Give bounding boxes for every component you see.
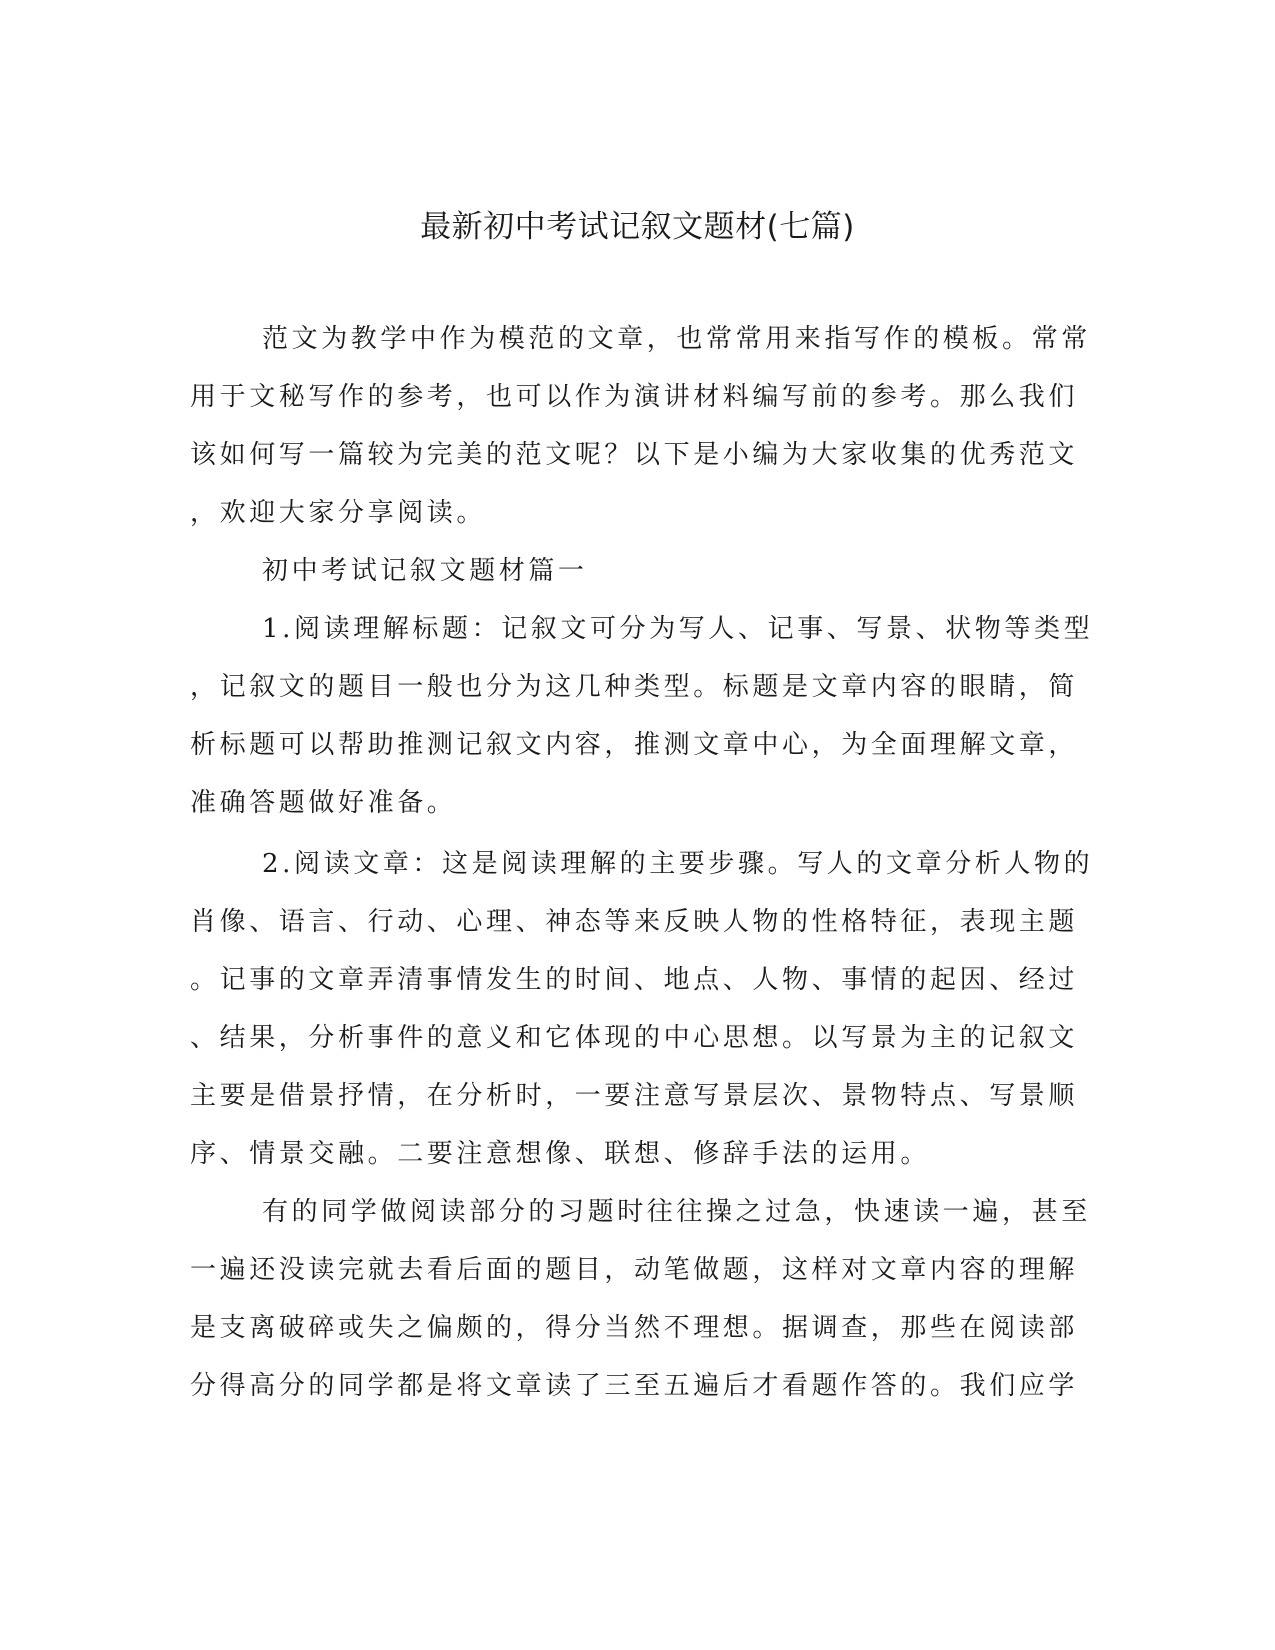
paragraph-line: 主要是借景抒情，在分析时，一要注意写景层次、景物特点、写景顺 — [190, 1081, 1079, 1111]
section-heading: 初中考试记叙文题材篇一 — [262, 556, 588, 586]
paragraph-line: 。记事的文章弄清事情发生的时间、地点、人物、事情的起因、经过 — [190, 965, 1079, 995]
paragraph-line: 2.阅读文章：这是阅读理解的主要步骤。写人的文章分析人物的 — [262, 849, 1094, 879]
paragraph-line: 准确答题做好准备。 — [190, 788, 457, 818]
paragraph-line: 析标题可以帮助推测记叙文内容，推测文章中心，为全面理解文章， — [190, 730, 1079, 760]
paragraph-line: 分得高分的同学都是将文章读了三至五遍后才看题作答的。我们应学 — [190, 1371, 1079, 1401]
paragraph-line: 有的同学做阅读部分的习题时往往操之过急，快速读一遍，甚至 — [262, 1197, 1091, 1227]
paragraph-line: 是支离破碎或失之偏颇的，得分当然不理想。据调查，那些在阅读部 — [190, 1313, 1079, 1343]
intro-paragraph-line: ，欢迎大家分享阅读。 — [190, 498, 487, 528]
paragraph-line: 序、情景交融。二要注意想像、联想、修辞手法的运用。 — [190, 1139, 931, 1169]
paragraph-line: 、结果，分析事件的意义和它体现的中心思想。以写景为主的记叙文 — [190, 1023, 1079, 1053]
intro-paragraph-line: 用于文秘写作的参考，也可以作为演讲材料编写前的参考。那么我们 — [190, 382, 1079, 412]
paragraph-line: ，记叙文的题目一般也分为这几种类型。标题是文章内容的眼睛，简 — [190, 672, 1079, 702]
paragraph-line: 肖像、语言、行动、心理、神态等来反映人物的性格特征，表现主题 — [190, 907, 1079, 937]
intro-paragraph-line: 该如何写一篇较为完美的范文呢？以下是小编为大家收集的优秀范文 — [190, 440, 1079, 470]
intro-paragraph-line: 范文为教学中作为模范的文章，也常常用来指写作的模板。常常 — [262, 324, 1091, 354]
document-title: 最新初中考试记叙文题材(七篇) — [420, 209, 855, 245]
paragraph-line: 1.阅读理解标题：记叙文可分为写人、记事、写景、状物等类型 — [262, 614, 1094, 644]
paragraph-line: 一遍还没读完就去看后面的题目，动笔做题，这样对文章内容的理解 — [190, 1255, 1079, 1285]
